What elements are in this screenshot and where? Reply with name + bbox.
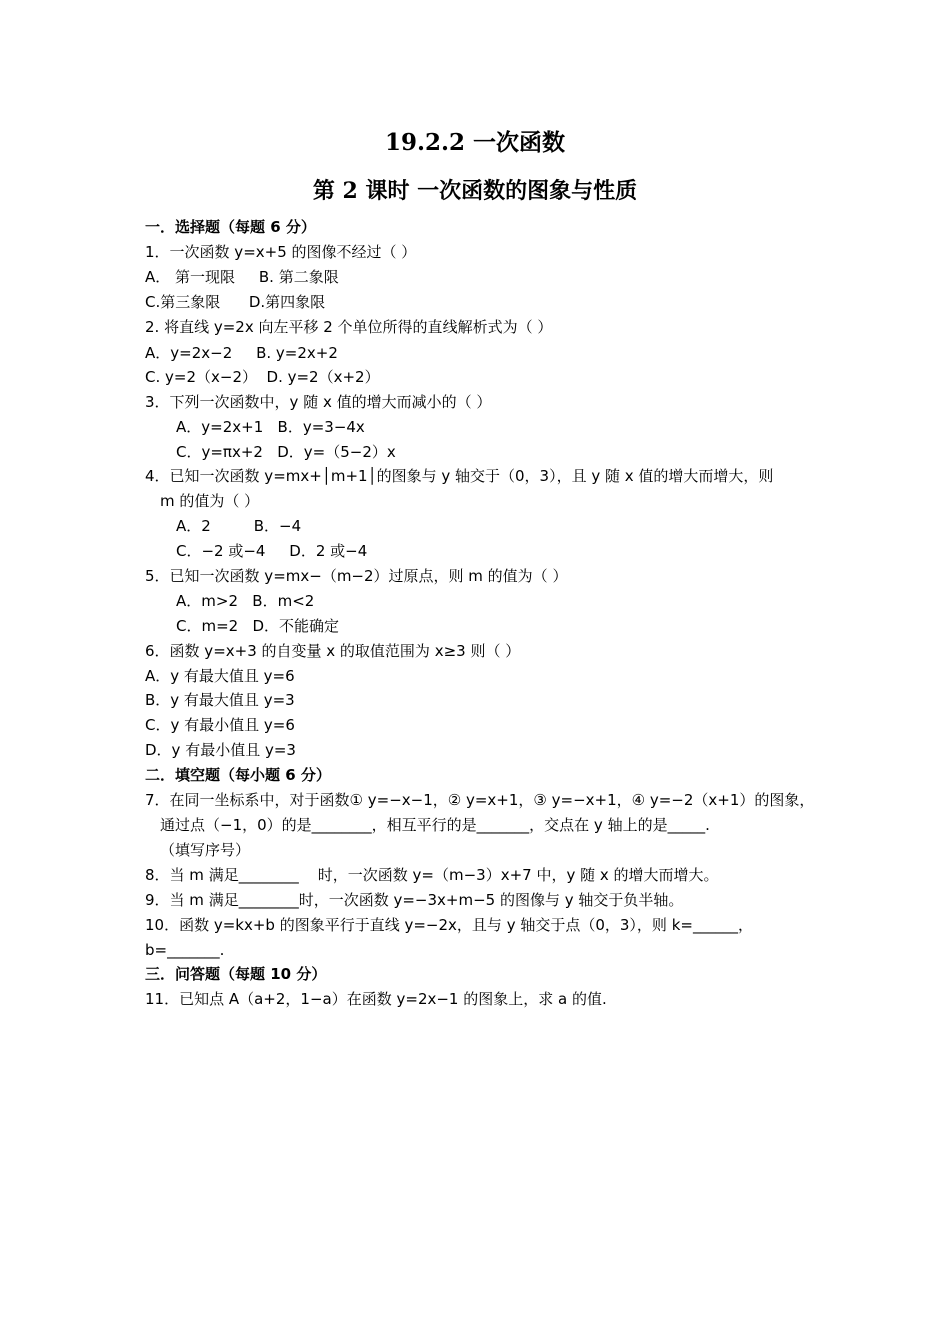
option-line: A．y=2x+1 B．y=3−4x (176, 418, 365, 436)
section-heading: 一．选择题（每题 6 分） (145, 218, 316, 236)
option-line: D．y 有最小值且 y=3 (145, 741, 296, 759)
page-subtitle: 第 2 课时 一次函数的图象与性质 (312, 178, 638, 204)
question-line: （填写序号） (160, 841, 251, 859)
question-line: 10．函数 y=kx+b 的图象平行于直线 y=−2x，且与 y 轴交于点（0，3），则 k=______， (145, 916, 753, 934)
option-line: C.第三象限 D.第四象限 (145, 293, 326, 311)
question-line: 4．已知一次函数 y=mx+│m+1│的图象与 y 轴交于（0，3），且 y 随 x 值的增大而增大，则 (145, 467, 774, 485)
option-line: C．y=πx+2 D．y=（5−2）x (176, 443, 396, 461)
question-line: 9．当 m 满足________时，一次函数 y=−3x+m−5 的图像与 y 轴交于负半轴。 (145, 891, 684, 909)
question-line: 11．已知点 A（a+2，1−a）在函数 y=2x−1 的图象上，求 a 的值. (145, 990, 607, 1008)
option-line: A． 第一现限 B. 第二象限 (145, 268, 339, 286)
option-line: C．m=2 D．不能确定 (176, 617, 340, 635)
question-line: 8．当 m 满足________ 时，一次函数 y=（m−3）x+7 中，y 随 x 的增大而增大。 (145, 866, 719, 884)
question-line: 5．已知一次函数 y=mx−（m−2）过原点，则 m 的值为（ ） (145, 567, 568, 585)
page-title: 19.2.2 一次函数 (384, 129, 566, 156)
option-line: A．y=2x−2 B. y=2x+2 (145, 344, 338, 362)
question-line: 通过点（−1，0）的是________，相互平行的是_______，交点在 y 轴上的是_____. (160, 816, 710, 834)
option-line: C. y=2（x−2） D. y=2（x+2） (145, 368, 380, 386)
option-line: A．m>2 B．m<2 (176, 592, 315, 610)
option-line: C．−2 或−4 D．2 或−4 (176, 542, 368, 560)
option-line: A．y 有最大值且 y=6 (145, 667, 295, 685)
question-line: 3．下列一次函数中，y 随 x 值的增大而减小的（ ） (145, 393, 492, 411)
question-line: 7．在同一坐标系中，对于函数① y=−x−1，② y=x+1，③ y=−x+1，④ y=−2（x+1）的图象， (145, 791, 815, 809)
question-line: 1．一次函数 y=x+5 的图像不经过（ ） (145, 243, 417, 261)
option-line: B．y 有最大值且 y=3 (145, 691, 295, 709)
question-line: b=_______. (145, 941, 225, 959)
option-line: A．2 B．−4 (176, 517, 302, 535)
question-line: 2. 将直线 y=2x 向左平移 2 个单位所得的直线解析式为（ ） (145, 318, 553, 336)
section-heading: 三．问答题（每题 10 分） (145, 965, 327, 983)
section-heading: 二．填空题（每小题 6 分） (145, 766, 331, 784)
option-line: C．y 有最小值且 y=6 (145, 716, 295, 734)
question-line: m 的值为（ ） (160, 492, 260, 510)
question-line: 6．函数 y=x+3 的自变量 x 的取值范围为 x≥3 则（ ） (145, 642, 521, 660)
